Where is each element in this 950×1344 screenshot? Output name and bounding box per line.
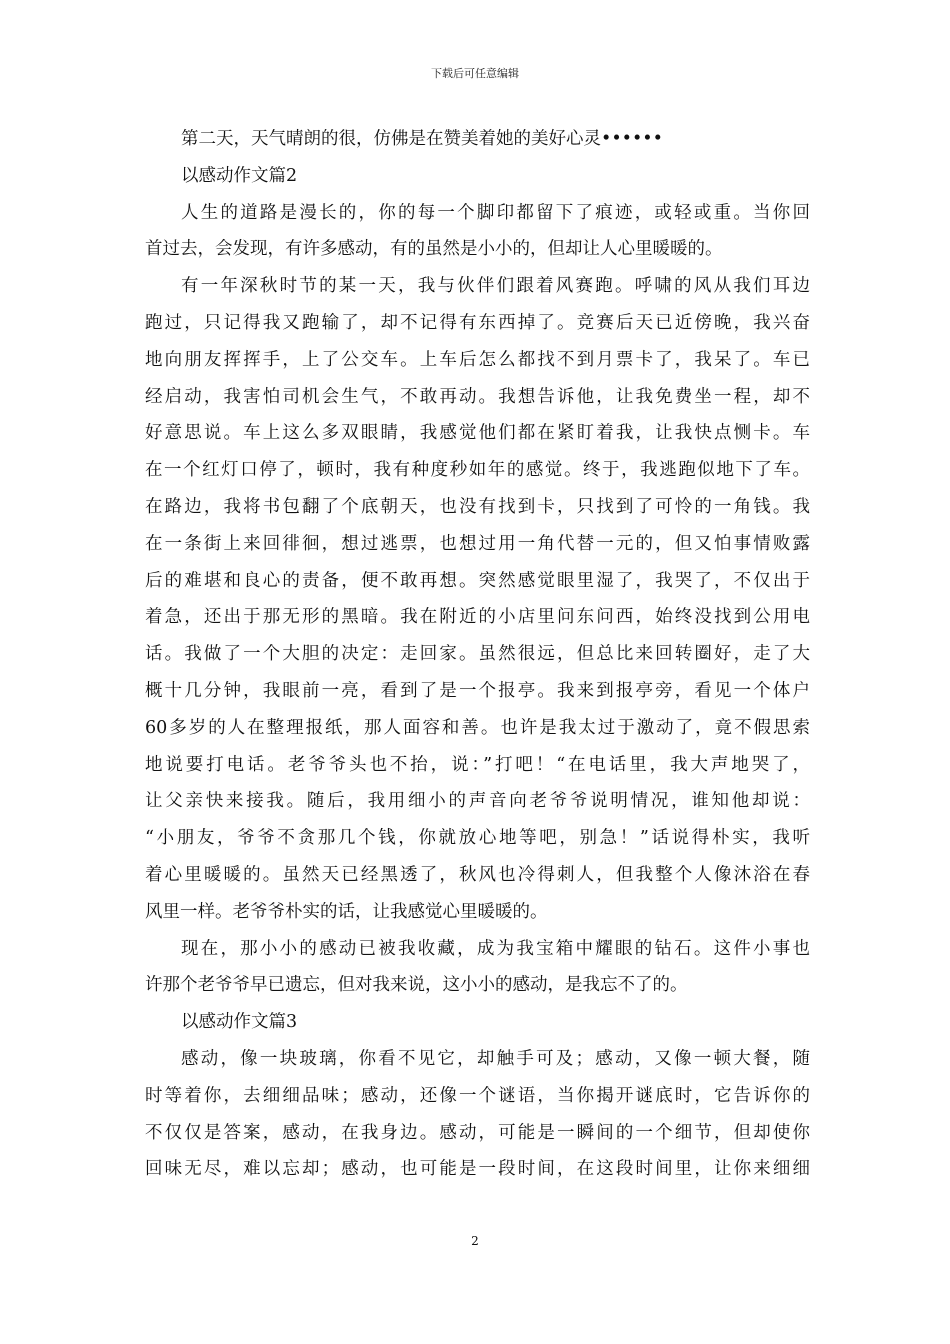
text-line: 60多岁的人在整理报纸，那人面容和善。也许是我太过于激动了，竟不假思索 (145, 717, 810, 738)
text-line: 地说要打电话。老爷爷头也不抬，说：”打吧！“在电话里，我大声地哭了， (145, 754, 810, 775)
text-line: 在一个红灯口停了，顿时，我有种度秒如年的感觉。终于，我逃跑似地下了车。 (145, 460, 810, 481)
text-line: 人生的道路是漫长的，你的每一个脚印都留下了痕迹，或轻或重。当你回 (181, 202, 810, 223)
text-line: 许那个老爷爷早已遗忘，但对我来说，这小小的感动，是我忘不了的。 (145, 975, 688, 996)
text-line: 让父亲快来接我。随后，我用细小的声音向老爷爷说明情况，谁知他却说： (145, 791, 810, 812)
text-line: 地向朋友挥挥手，上了公交车。上车后怎么都找不到月票卡了，我呆了。车已 (145, 349, 810, 370)
text-line: 不仅仅是答案，感动，在我身边。感动，可能是一瞬间的一个细节，但却使你 (145, 1122, 810, 1143)
text-line: 好意思说。车上这么多双眼睛，我感觉他们都在紧盯着我，让我快点恻卡。车 (145, 423, 810, 444)
text-line: “小朋友，爷爷不贪那几个钱，你就放心地等吧，别急！”话说得朴实，我听 (145, 828, 810, 849)
text-line: 时等着你，去细细品味；感动，还像一个谜语，当你揭开谜底时，它告诉你的 (145, 1085, 810, 1106)
text-line: 现在，那小小的感动已被我收藏，成为我宝箱中耀眼的钻石。这件小事也 (181, 938, 810, 959)
text-line: 着急，还出于那无形的黑暗。我在附近的小店里问东问西，始终没找到公用电 (145, 607, 810, 628)
document-body (145, 121, 810, 1188)
text-line: 风里一样。老爷爷朴实的话，让我感觉心里暖暖的。 (145, 901, 548, 922)
text-line: 在路边，我将书包翻了个底朝天，也没有找到卡，只找到了可怜的一角钱。我 (145, 496, 810, 517)
text-line: 有一年深秋时节的某一天，我与伙伴们跟着风赛跑。呼啸的风从我们耳边 (181, 276, 810, 297)
text-line: 感动，像一块玻璃，你看不见它，却触手可及；感动，又像一顿大餐，随 (181, 1048, 810, 1069)
page-number: 2 (471, 1234, 479, 1248)
text-line: 以感动作文篇2 (181, 165, 298, 186)
page-header: 下载后可任意编辑 (431, 67, 519, 80)
text-line: 第二天，天气晴朗的很，仿佛是在赞美着她的美好心灵•••••• (181, 129, 663, 149)
text-line: 着心里暖暖的。虽然天已经黑透了，秋风也冷得刺人，但我整个人像沐浴在春 (145, 864, 810, 885)
text-line: 以感动作文篇3 (181, 1012, 298, 1033)
text-line: 经启动，我害怕司机会生气，不敢再动。我想告诉他，让我免费坐一程，却不 (145, 386, 810, 407)
text-line: 概十几分钟，我眼前一亮，看到了是一个报亭。我来到报亭旁，看见一个体户 (145, 680, 810, 701)
text-line: 回味无尽，难以忘却；感动，也可能是一段时间，在这段时间里，让你来细细 (145, 1159, 810, 1180)
text-line: 在一条街上来回徘徊，想过逃票，也想过用一角代替一元的，但又怕事情败露 (145, 533, 810, 554)
text-line: 首过去，会发现，有许多感动，有的虽然是小小的，但却让人心里暖暖的。 (145, 239, 723, 260)
text-line: 话。我做了一个大胆的决定：走回家。虽然很远，但总比来回转圈好，走了大 (145, 644, 810, 665)
text-line: 后的难堪和良心的责备，便不敢再想。突然感觉眼里湿了，我哭了，不仅出于 (145, 570, 810, 591)
text-line: 跑过，只记得我又跑输了，却不记得有东西掉了。竞赛后天已近傍晚，我兴奋 (145, 312, 810, 333)
